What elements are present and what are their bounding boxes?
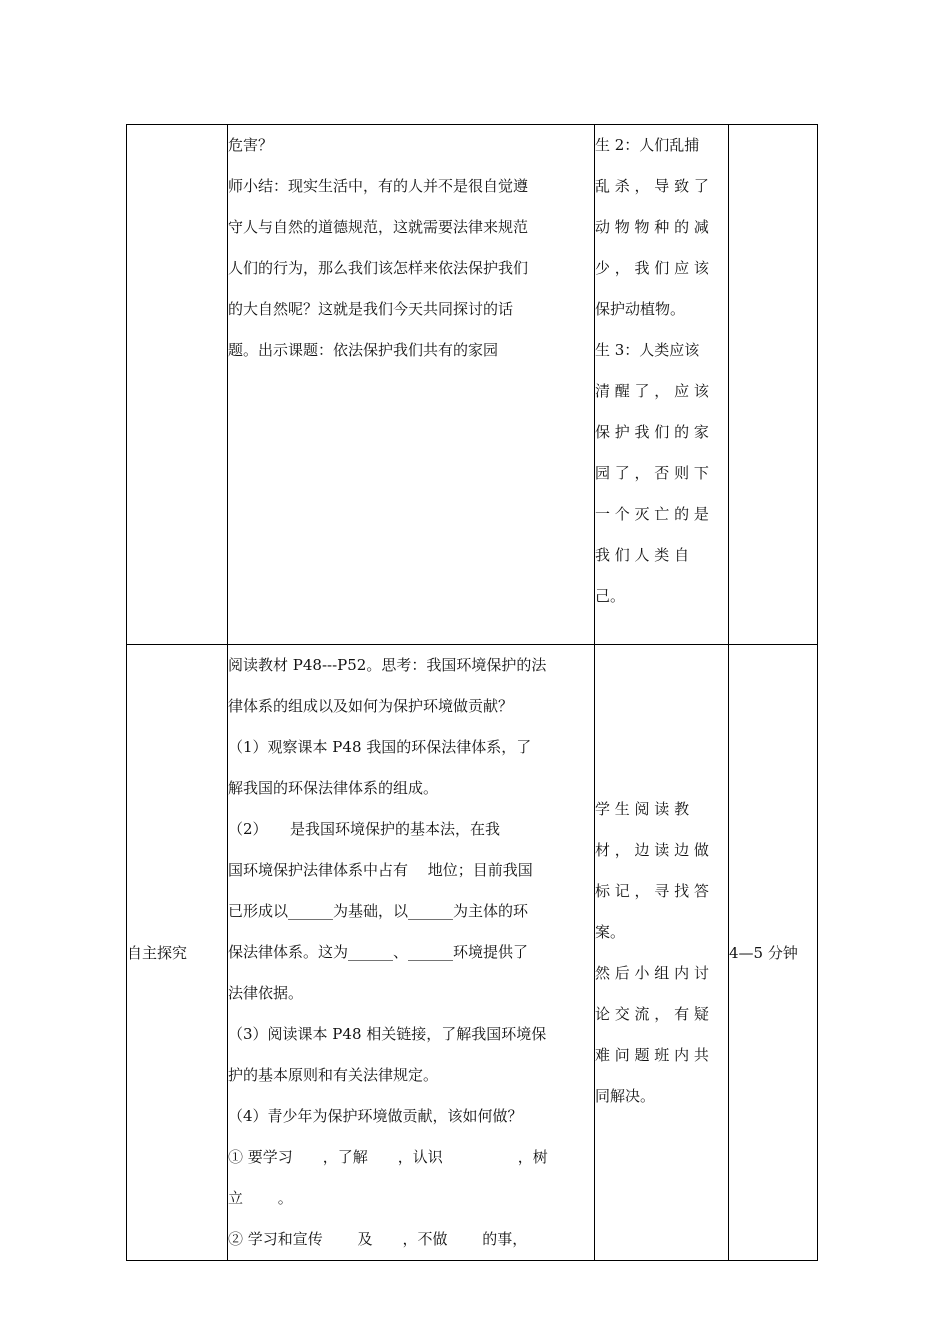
teacher-line: 题。出示课题：依法保护我们共有的家园 bbox=[228, 341, 499, 359]
teacher-line: 师小结：现实生活中，有的人并不是很自觉遵 bbox=[228, 177, 529, 195]
student-line: 动 物 物 种 的 减 bbox=[595, 218, 709, 236]
student-line: 保护动植物。 bbox=[595, 300, 686, 318]
teacher-line: 解我国的环保法律体系的组成。 bbox=[228, 779, 439, 797]
time-cell bbox=[729, 645, 818, 1261]
teacher-line: （4）青少年为保护环境做贡献，该如何做？ bbox=[228, 1107, 523, 1125]
student-line: 生 2：人们乱捕 bbox=[595, 136, 700, 154]
teacher-line: 的大自然呢？这就是我们今天共同探讨的话 bbox=[228, 300, 514, 318]
student-line: 一 个 灭 亡 的 是 bbox=[595, 505, 709, 523]
teacher-line: 律体系的组成以及如何为保护环境做贡献？ bbox=[228, 697, 514, 715]
table-row bbox=[127, 125, 818, 645]
teacher-line: 法律依据。 bbox=[228, 984, 304, 1002]
student-line: 少 ， 我 们 应 该 bbox=[595, 259, 709, 277]
teacher-line: （1）观察课本 P48 我国的环保法律体系，了 bbox=[228, 738, 532, 756]
lesson-plan-table bbox=[126, 124, 818, 1261]
student-line: 园 了 ， 否 则 下 bbox=[595, 464, 709, 482]
teacher-line: 立 。 bbox=[228, 1189, 293, 1207]
student-line: 学 生 阅 读 教 bbox=[595, 799, 690, 818]
student-line: 保 护 我 们 的 家 bbox=[595, 423, 709, 441]
stage-cell bbox=[127, 645, 228, 1261]
student-line: 难 问 题 班 内 共 bbox=[595, 1045, 709, 1064]
teacher-line: 阅读教材 P48---P52。思考：我国环境保护的法 bbox=[228, 656, 547, 674]
student-line: 同解决。 bbox=[595, 1086, 656, 1105]
student-line: 清 醒 了 ， 应 该 bbox=[595, 382, 709, 400]
student-line: 我 们 人 类 自 bbox=[595, 546, 690, 564]
student-activity-cell bbox=[595, 125, 729, 645]
teacher-line: 危害？ bbox=[228, 136, 274, 154]
student-line: 生 3：人类应该 bbox=[595, 341, 700, 359]
table-row bbox=[127, 645, 818, 1261]
teacher-line: 护的基本原则和有关法律规定。 bbox=[228, 1066, 439, 1084]
student-line: 案。 bbox=[595, 922, 626, 941]
teacher-line: ② 学习和宣传 及 ，不做 的事， bbox=[228, 1230, 528, 1248]
student-line: 标 记 ， 寻 找 答 bbox=[595, 881, 709, 900]
student-line: 乱 杀 ， 导 致 了 bbox=[595, 177, 709, 195]
stage-label: 自主探究 bbox=[127, 944, 188, 962]
time-label: 4—5 分钟 bbox=[729, 944, 798, 962]
teacher-activity-cell bbox=[228, 645, 595, 1261]
stage-cell bbox=[127, 125, 228, 645]
teacher-line: （2） 是我国环境保护的基本法，在我 bbox=[228, 820, 501, 838]
student-line: 然 后 小 组 内 讨 bbox=[595, 963, 709, 982]
student-line: 论 交 流 ， 有 疑 bbox=[595, 1004, 709, 1023]
student-activity-cell bbox=[595, 645, 729, 1261]
student-line: 材 ， 边 读 边 做 bbox=[595, 840, 709, 859]
teacher-line: 已形成以______为基础，以______为主体的环 bbox=[228, 902, 529, 920]
teacher-activity-cell bbox=[228, 125, 595, 645]
teacher-line: 国环境保护法律体系中占有 地位；目前我国 bbox=[228, 861, 533, 879]
time-cell bbox=[729, 125, 818, 645]
teacher-line: 人们的行为，那么我们该怎样来依法保护我们 bbox=[228, 259, 529, 277]
teacher-line: 保法律体系。这为______、______环境提供了 bbox=[228, 943, 529, 961]
teacher-line: ① 要学习 ，了解 ，认识 ，树 bbox=[228, 1148, 548, 1166]
teacher-line: 守人与自然的道德规范，这就需要法律来规范 bbox=[228, 218, 529, 236]
student-line: 己。 bbox=[595, 587, 626, 605]
teacher-line: （3）阅读课本 P48 相关链接，了解我国环境保 bbox=[228, 1025, 547, 1043]
